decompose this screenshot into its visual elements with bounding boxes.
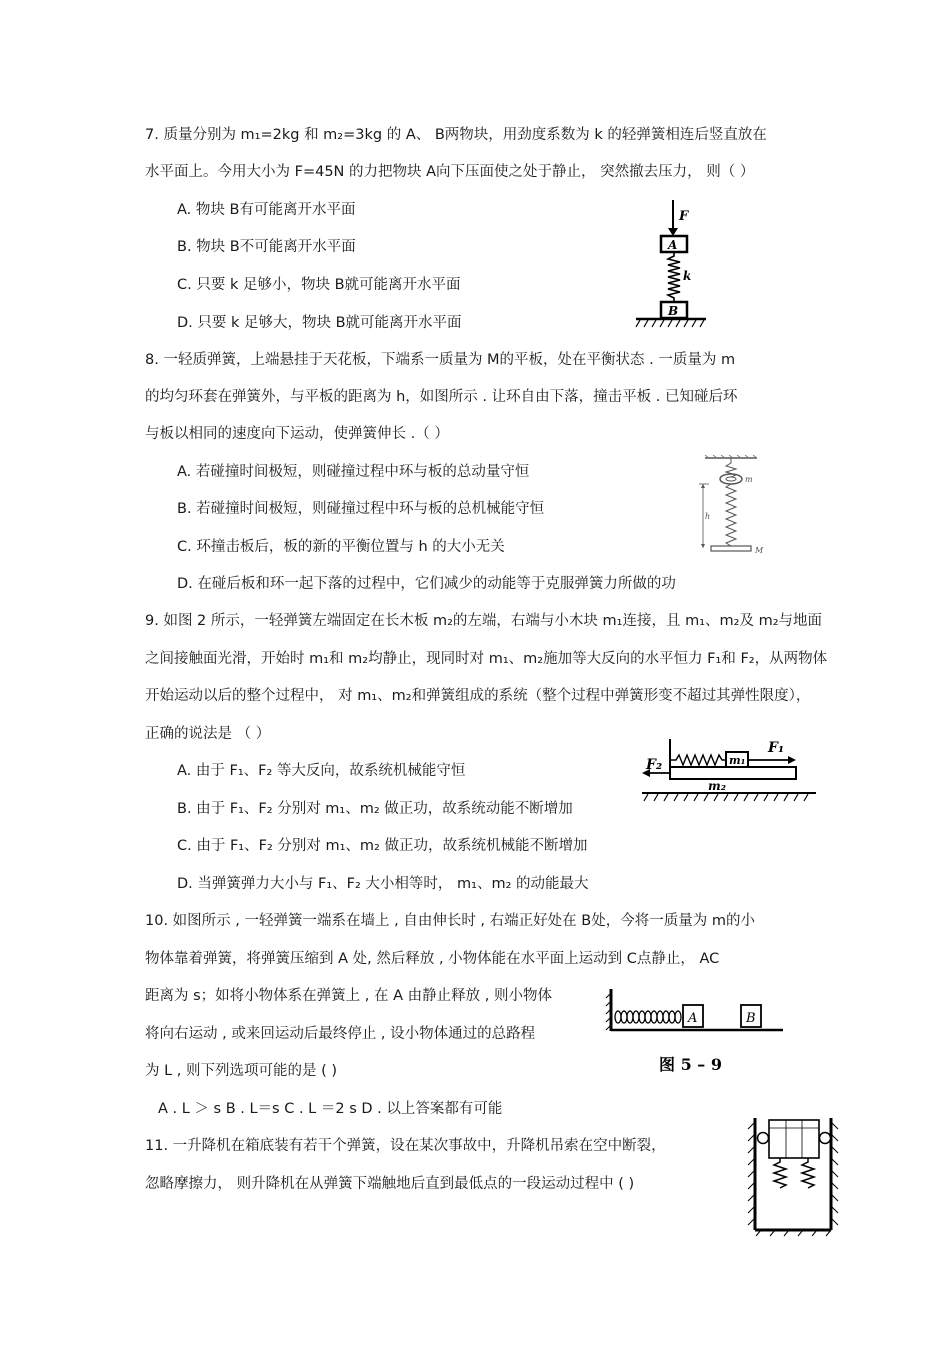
q8-height-label: h [705,512,711,521]
q9-board-block-figure [640,733,820,803]
q7-option-a: A. 物块 B有可能离开水平面 [177,202,356,218]
q8-option-a: A. 若碰撞时间极短，则碰撞过程中环与板的总动量守恒 [177,464,530,480]
q10-stem-line2: 物体靠着弹簧，将弹簧压缩到 A 处, 然后释放 , 小物体能在水平面上运动到 C点静止， AC [145,951,720,967]
q8-hanging-spring-figure [695,455,770,560]
q9-option-c: C. 由于 F₁、F₂ 分别对 m₁、m₂ 做正功，故系统机械能不断增加 [177,838,588,854]
q9-stem-line4: 正确的说法是 （ ） [145,726,271,742]
q8-ring-label: m [745,475,753,484]
q7-spring-k-label: k [683,269,692,283]
q10-figure-caption: 图 5 – 9 [659,1055,722,1074]
q10-options: A . L ＞ s B . L＝s C . L ＝2 s D . 以上答案都有可能 [158,1101,503,1117]
q9-f1-label: F₁ [768,740,785,756]
q7-block-b-label: B [668,304,679,318]
q8-option-b: B. 若碰撞时间极短，则碰撞过程中环与板的总机械能守恒 [177,501,545,517]
q9-option-b: B. 由于 F₁、F₂ 分别对 m₁、m₂ 做正功，故系统动能不断增加 [177,801,573,817]
q7-option-b: B. 物块 B不可能离开水平面 [177,239,356,255]
q7-option-c: C. 只要 k 足够小，物块 B就可能离开水平面 [177,277,461,293]
q10-stem-line4: 将向右运动 , 或来回运动后最终停止 , 设小物体通过的总路程 [145,1026,536,1042]
q10-stem-line3: 距离为 s；如将小物体系在弹簧上 , 在 A 由静止释放 , 则小物体 [145,988,552,1004]
q7-stem-line1: 7. 质量分别为 m₁=2kg 和 m₂=3kg 的 A、 B两物块，用劲度系数为 k 的轻弹簧相连后竖直放在 [145,127,767,143]
q8-stem-line3: 与板以相同的速度向下运动，使弹簧伸长 .（ ） [145,426,449,442]
q8-plate-label: M [755,546,764,555]
q9-m2-label: m₂ [708,779,726,793]
q7-option-d: D. 只要 k 足够大，物块 B就可能离开水平面 [177,315,462,331]
q9-m1-label: m₁ [729,754,746,767]
q9-option-a: A. 由于 F₁、F₂ 等大反向，故系统机械能守恒 [177,763,466,779]
q11-stem-line2: 忽略摩擦力， 则升降机在从弹簧下端触地后直到最低点的一段运动过程中 ( ) [145,1176,635,1192]
q10-stem-line5: 为 L , 则下列选项可能的是 ( ) [145,1063,338,1079]
q8-stem-line2: 的均匀环套在弹簧外，与平板的距离为 h，如图所示 . 让环自由下落，撞击平板 . 已知碰后环 [145,389,738,405]
q11-elevator-figure [745,1112,845,1237]
q7-stem-line2: 水平面上。今用大小为 F=45N 的力把物块 A向下压面使之处于静止， 突然撤去压力， 则（ ） [145,164,755,180]
q7-block-a-label: A [668,238,678,252]
q9-stem-line3: 开始运动以后的整个过程中， 对 m₁、m₂和弹簧组成的系统（整个过程中弹簧形变不超过其弹性限度）， [145,688,811,704]
q9-option-d: D. 当弹簧弹力大小与 F₁、F₂ 大小相等时， m₁、m₂ 的动能最大 [177,876,589,892]
q9-stem-line2: 之间接触面光滑，开始时 m₁和 m₂均静止，现同时对 m₁、m₂施加等大反向的水平恒力 F₁和 F₂，从两物体 [145,651,828,667]
q10-stem-line1: 10. 如图所示 , 一轻弹簧一端系在墙上 , 自由伸长时 , 右端正好处在 B处，今将一质量为 m的小 [145,913,755,929]
q11-stem-line1: 11. 一升降机在箱底装有若干个弹簧，设在某次事故中，升降机吊索在空中断裂， [145,1138,666,1154]
q8-stem-line1: 8. 一轻质弹簧，上端悬挂于天花板，下端系一质量为 M的平板，处在平衡状态 . 一质量为 m [145,352,736,368]
q8-option-d: D. 在碰后板和环一起下落的过程中，它们减少的动能等于克服弹簧力所做的功 [177,576,676,592]
q10-block-b-label: B [746,1011,756,1026]
q9-f2-label: F₂ [646,757,663,773]
q10-block-a-label: A [688,1011,698,1026]
q10-wall-spring-figure [605,985,785,1080]
q7-spring-blocks-figure [630,198,710,330]
q9-stem-line1: 9. 如图 2 所示，一轻弹簧左端固定在长木板 m₂的左端，右端与小木块 m₁连接，且 m₁、m₂及 m₂与地面 [145,613,823,629]
q8-option-c: C. 环撞击板后，板的新的平衡位置与 h 的大小无关 [177,539,505,555]
q7-force-label: F [679,209,689,224]
